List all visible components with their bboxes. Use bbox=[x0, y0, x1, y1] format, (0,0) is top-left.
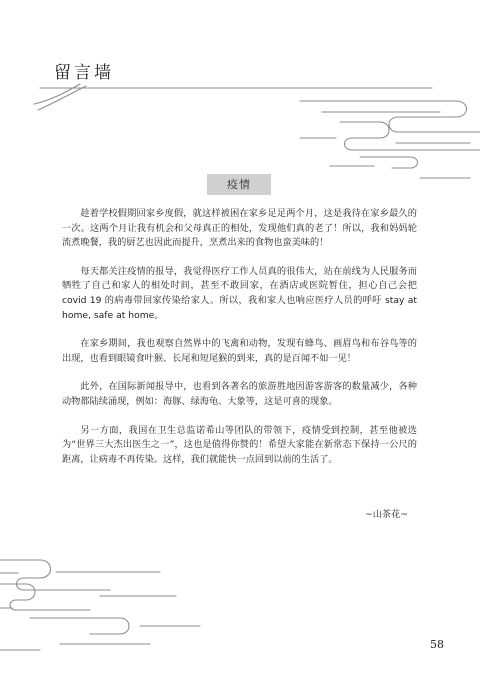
paragraph: 在家乡期间，我也观察自然界中的飞禽和动物，发现有蜂鸟、画眉鸟和布谷鸟等的出现，也看到眼镜食叶猴、长尾和短尾猴的到来，真的是百闻不如一见！ bbox=[62, 338, 417, 364]
paragraph: 每天都关注疫情的报导，我觉得医疗工作人员真的很伟大，站在前线为人民服务而牺牲了自己和家人的相处时间，甚至不敢回家，在酒店或医院暂住，担心自己会把 covid 19 的病毒带回家传染给家人。所以，我和家人也响应医疗人员的呼吁 stay at home, safe at home。 bbox=[62, 265, 417, 321]
author-signature: ~山茶花~ bbox=[365, 509, 408, 520]
page-number: 58 bbox=[430, 638, 444, 651]
paragraph: 趁着学校假期回家乡度假，就这样被困在家乡足足两个月，这是我待在家乡最久的一次。这两个月让我有机会和父母真正的相处，发现他们真的老了！所以，我和妈妈轮流煮晚餐，我的厨艺也因此而提升，烹煮出来的食物也蛮美味的！ bbox=[62, 208, 417, 249]
header-title: 留言墙 bbox=[54, 63, 114, 83]
article-title: 疫情 bbox=[207, 174, 271, 195]
paragraph: 此外，在国际新闻报导中，也看到各著名的旅游胜地因游客游客的数量减少，各种动物都陆续涌现，例如：海豚、绿海龟、大象等，这是可喜的现象。 bbox=[62, 381, 417, 407]
article-body bbox=[62, 207, 417, 481]
paragraph: 另一方面，我国在卫生总监诺希山等团队的带领下，疫情受到控制，甚至他被选为“世界三大杰出医生之一”，这也是值得你赞的！希望大家能在新常态下保持一公尺的距离，让病毒不再传染。这样，我们就能快一点回到以前的生活了。 bbox=[62, 424, 417, 465]
